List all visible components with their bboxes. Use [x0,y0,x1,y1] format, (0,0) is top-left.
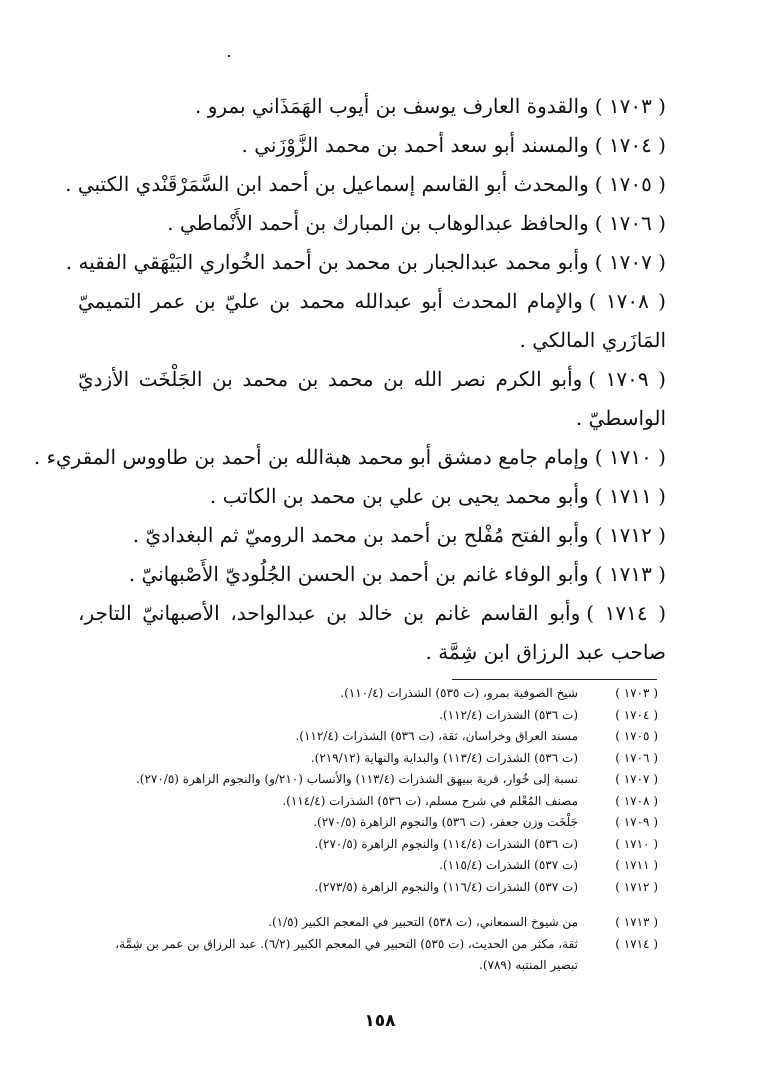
entry-text: وأبو الوفاء غانم بن أحمد بن الحسن الجُلُوديّ الأَصْبهانيّ . [128,562,589,586]
footnote-1708 [88,791,658,813]
footnote-number: ( ١٧١٠ ) [615,836,658,851]
footnote-separator [452,679,657,680]
footnote-1710 [88,834,658,856]
footnote-text: (ت ٥٣٦) الشذرات (١١٤/٤) والنجوم الزاهرة (٢٧٠/٥). [314,836,578,851]
footnote-text: جَلْخَت وزن جعفر، (ت ٥٣٦) والنجوم الزاهرة (٢٧٠/٥). [313,815,578,829]
footnote-number: ( ١٧١٢ ) [615,879,658,894]
page-mark [228,55,230,57]
footnote-text: مسند العراق وخراسان، ثقة، (ت ٥٣٦) الشذرات (١١٢/٤). [295,729,578,743]
entry-1705 [65,165,666,204]
entry-number: ( ١٧٠٣ ) [594,94,666,118]
entry-1709 [78,360,666,438]
footnote-text: (ت ٥٣٦) الشذرات (١١٣/٤) والبداية والنهاية (٢١٩/١٢). [310,750,578,765]
footnote-number: ( ١٧١١ ) [615,858,658,872]
entry-text: وأبو محمد عبدالجبار بن محمد بن أحمد الخُواري البَيْهَقي الفقيه . [65,250,589,274]
entry-1712 [78,516,666,555]
entry-text: وأبو الفتح مُفْلح بن أحمد بن محمد الروميّ ثم البغداديّ . [132,523,589,547]
entry-number: ( ١٧١٢ ) [594,523,666,547]
footnote-text: (ت ٥٣٧) الشذرات (١١٦/٤) والنجوم الزاهرة (٢٧٣/٥). [314,879,578,894]
entry-number: ( ١٧٠٥ ) [594,172,666,196]
entry-text: وإمام جامع دمشق أبو محمد هبةالله بن أحمد بن طاووس المقريء . [33,445,589,469]
entry-text: وأبو محمد يحيى بن علي بن محمد بن الكاتب . [209,484,589,508]
entry-number: ( ١٧٠٨ ) [588,289,666,313]
footnote-number: ( ١٧٠٩ ) [615,815,658,829]
footnote-number: ( ١٧٠٨ ) [615,793,658,808]
footnote-number: ( ١٧٠٤ ) [615,707,658,722]
footnote-text: ثقة، مكثر من الحديث، (ت ٥٣٥) التحبير في المعجم الكبير (٦/٢). عبد الرزاق بن عمر بن شِمَّة، تبصير المنتبه (٧٨٩). [115,936,578,972]
entry-1706 [78,204,666,243]
footnote-1713 [88,912,658,934]
entry-number: ( ١٧٠٤ ) [594,133,666,157]
footnote-number: ( ١٧٠٣ ) [615,686,658,700]
footnotes [88,683,658,977]
footnote-number: ( ١٧١٣ ) [615,915,658,929]
entry-text: والقدوة العارف يوسف بن أيوب الهَمَذَاني بمرو . [195,94,589,118]
footnote-text: (ت ٥٣٧) الشذرات (١١٥/٤). [439,858,578,872]
footnote-text: نسبة إلى خُوار، قرية ببيهق الشذرات (١١٣/٤) والأنساب (٢١٠/و) والنجوم الزاهرة (٢٧٠/٥). [135,772,578,786]
entry-text: والمحدث أبو القاسم إسماعيل بن أحمد ابن السَّمَرْقَنْدي الكتبي . [65,172,589,196]
footnote-1705 [88,726,658,748]
main-text [33,87,666,672]
page-number: ١٥٨ [364,1011,396,1031]
entry-1710 [33,438,666,477]
entry-number: ( ١٧٠٧ ) [594,250,666,274]
entry-1711 [78,477,666,516]
entry-text: وأبو الكرم نصر الله بن محمد بن محمد بن الجَلْخَت الأزديّ الواسطيّ . [78,367,666,430]
footnote-number: ( ١٧١٤ ) [615,936,658,951]
entry-1707 [65,243,666,282]
entry-text: وأبو القاسم غانم بن خالد بن عبدالواحد، الأصبهانيّ التاجر، صاحب عبد الرزاق ابن شِمَّة . [78,601,666,664]
footnote-text: (ت ٥٣٦) الشذرات (١١٢/٤). [439,707,578,722]
entry-number: ( ١٧٠٦ ) [594,211,666,235]
entry-text: والحافظ عبدالوهاب بن المبارك بن أحمد الأَنْماطي . [167,211,589,235]
entry-number: ( ١٧١٣ ) [594,562,666,586]
footnote-1707 [88,769,658,791]
entry-text: والمسند أبو سعد أحمد بن محمد الزَّوْزَني . [241,133,589,157]
entry-1708 [78,282,666,360]
entry-1714 [78,594,666,672]
footnote-text: من شيوخ السمعاني، (ت ٥٣٨) التحبير في المعجم الكبير (١/٥). [268,915,578,929]
footnote-number: ( ١٧٠٥ ) [615,729,658,743]
entry-1713 [78,555,666,594]
entry-number: ( ١٧١١ ) [594,484,666,508]
entry-text: والإمام المحدث أبو عبدالله محمد بن عليّ بن عمر التميميّ المَازَري المالكي . [78,289,666,352]
footnote-1706 [88,748,658,770]
entry-1703 [78,87,666,126]
footnote-number: ( ١٧٠٧ ) [615,772,658,786]
footnote-1714 [88,934,658,977]
footnote-1703 [88,683,658,705]
entry-number: ( ١٧١٠ ) [594,445,666,469]
footnote-1712 [88,877,658,899]
footnote-number: ( ١٧٠٦ ) [615,750,658,765]
footnote-1711 [88,855,658,877]
footnote-1704 [88,705,658,727]
footnote-1709 [88,812,658,834]
footnote-text: شيخ الصوفية بمرو، (ت ٥٣٥) الشذرات (١١٠/٤). [340,686,578,700]
footnote-text: مصنف المُعْلم في شرح مسلم، (ت ٥٣٦) الشذرات (١١٤/٤). [282,793,578,808]
entry-1704 [78,126,666,165]
entry-number: ( ١٧١٤ ) [586,601,666,625]
entry-number: ( ١٧٠٩ ) [588,367,666,391]
